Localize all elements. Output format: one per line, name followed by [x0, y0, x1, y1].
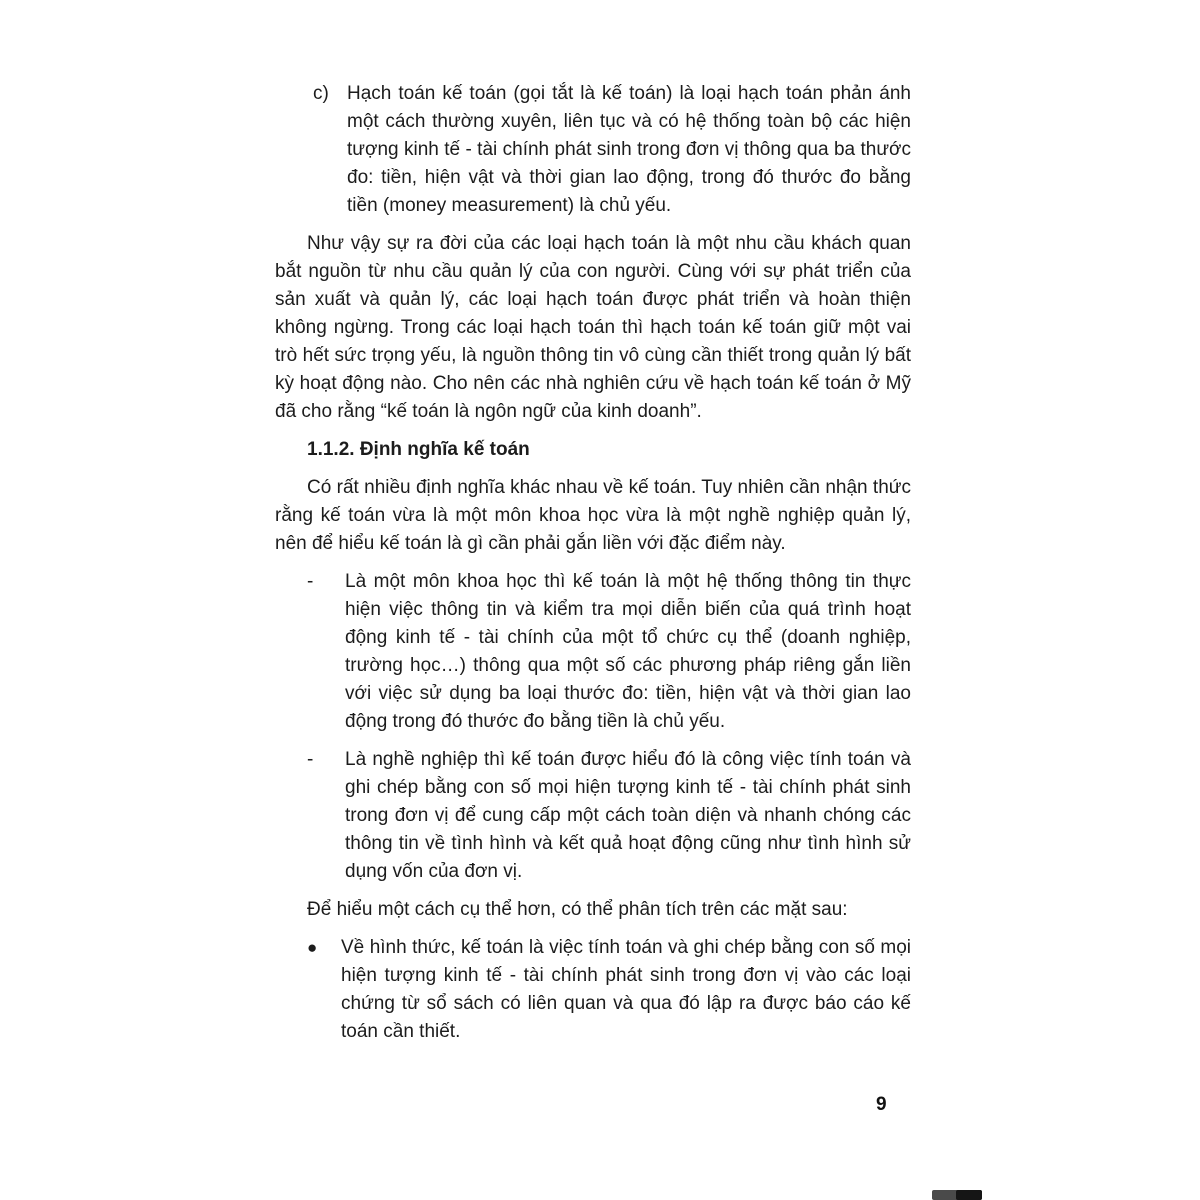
bullet-item-1-text: Về hình thức, kế toán là việc tính toán và ghi chép bằng con số mọi hiện tượng kinh tế - tài chính phát sinh trong đơn vị vào các loại chứng từ sổ sách có liên quan và qua đó lập ra được báo cáo kế toán cần thiết. — [341, 937, 911, 1042]
dash-item-1-marker: - — [307, 571, 314, 592]
paragraph-2: Có rất nhiều định nghĩa khác nhau về kế toán. Tuy nhiên cần nhận thức rằng kế toán vừa là một môn khoa học vừa là một nghề nghiệp quản lý, nên để hiểu kế toán là gì cần phải gắn liền với đặc điểm này. — [275, 477, 911, 554]
bullet-item-1 — [307, 934, 911, 1046]
dash-item-1-text: Là một môn khoa học thì kế toán là một hệ thống thông tin thực hiện việc thông tin và kiểm tra mọi diễn biến của quá trình hoạt động kinh tế - tài chính của một tổ chức cụ thể (doanh nghiệp, trường học…) thông qua một số các phương pháp riêng gắn liền với việc sử dụng ba loại thước đo: tiền, hiện vật và thời gian lao động trong đó thước đo bằng tiền là chủ yếu. — [345, 571, 911, 732]
bullet-icon: ● — [307, 938, 318, 957]
dash-item-2-marker: - — [307, 749, 314, 770]
paragraph-1: Như vậy sự ra đời của các loại hạch toán là một nhu cầu khách quan bắt nguồn từ nhu cầu quản lý của con người. Cùng với sự phát triển của sản xuất và quản lý, các loại hạch toán được phát triển và hoàn thiện không ngừng. Trong các loại hạch toán thì hạch toán kế toán giữ một vai trò hết sức trọng yếu, là nguồn thông tin vô cùng cần thiết trong quản lý bất kỳ hoạt động nào. Cho nên các nhà nghiên cứu về hạch toán kế toán ở Mỹ đã cho rằng “kế toán là ngôn ngữ của kinh doanh”. — [275, 233, 911, 422]
list-item-c-marker: c) — [313, 83, 329, 104]
scan-artifact — [932, 1190, 982, 1200]
section-heading-1-1-2: 1.1.2. Định nghĩa kế toán — [307, 439, 530, 460]
scan-artifact-dark — [956, 1190, 982, 1200]
list-item-c-text: Hạch toán kế toán (gọi tắt là kế toán) là loại hạch toán phản ánh một cách thường xuyên, liên tục và có hệ thống toàn bộ các hiện tượng kinh tế - tài chính phát sinh trong đơn vị thông qua ba thước đo: tiền, hiện vật và thời gian lao động, trong đó thước đo bằng tiền (money measurement) là chủ yếu. — [347, 83, 911, 216]
dash-item-1 — [307, 568, 911, 736]
dash-item-2-text: Là nghề nghiệp thì kế toán được hiểu đó là công việc tính toán và ghi chép bằng con số mọi hiện tượng kinh tế - tài chính phát sinh trong đơn vị để cung cấp một cách toàn diện và nhanh chóng các thông tin về tình hình và kết quả hoạt động cũng như tình hình sử dụng vốn của đơn vị. — [345, 749, 911, 882]
dash-item-2 — [307, 746, 911, 886]
list-item-c — [313, 80, 911, 220]
paragraph-3: Để hiểu một cách cụ thể hơn, có thể phân tích trên các mặt sau: — [307, 899, 848, 920]
page-number: 9 — [876, 1094, 887, 1115]
page-content — [275, 80, 911, 1056]
